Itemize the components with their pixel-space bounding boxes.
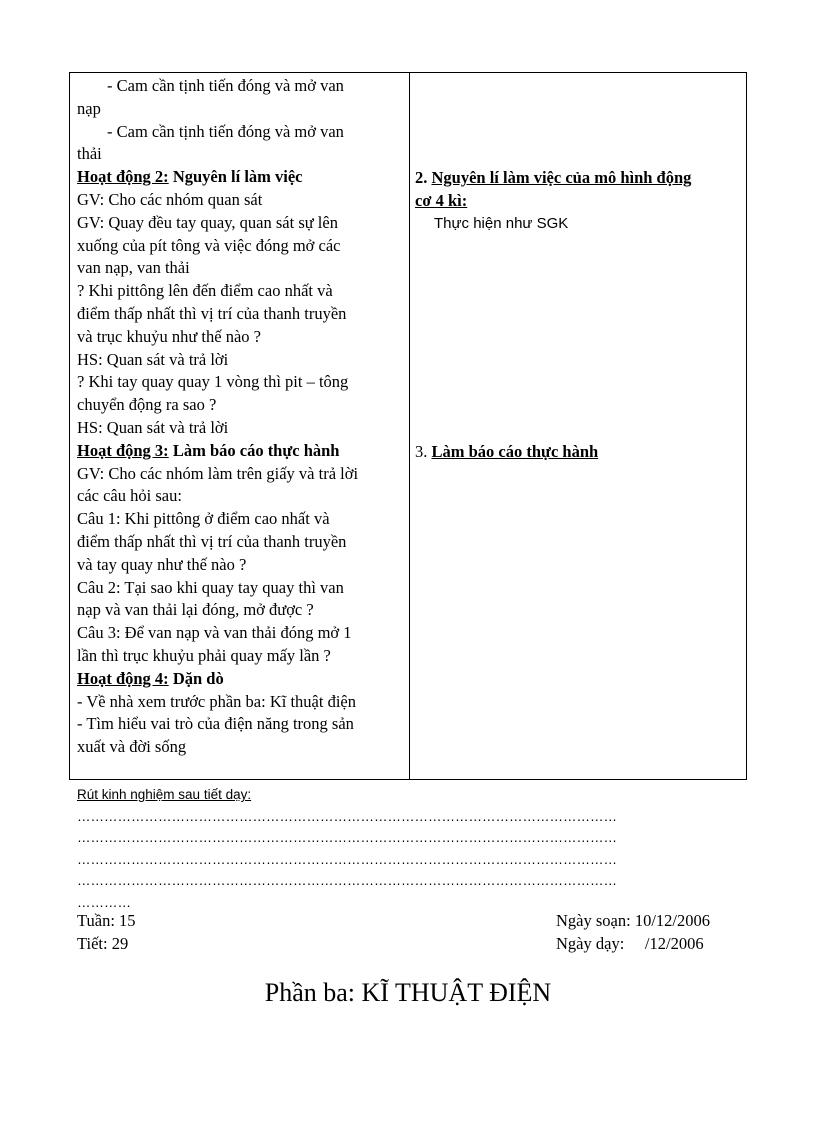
section3-number: 3. (415, 442, 432, 461)
text-line: Câu 1: Khi pittông ở điểm cao nhất và (77, 509, 330, 529)
section2-heading (415, 167, 691, 190)
period-label: Tiết: 29 (77, 933, 129, 953)
text-line: van nạp, van thải (77, 258, 190, 278)
text-line: ? Khi pittông lên đến điểm cao nhất và (77, 281, 333, 301)
text-line: xuống của pít tông và việc đóng mở các (77, 235, 341, 255)
text-line: ? Khi tay quay quay 1 vòng thì pit – tông (77, 372, 349, 392)
text-line: - Tìm hiểu vai trò của điện năng trong sản (77, 714, 354, 734)
section2-title-line2: cơ 4 kì: (415, 190, 468, 210)
activity3-title: Làm báo cáo thực hành (168, 440, 340, 460)
section2-body: Thực hiện như SGK (434, 214, 569, 232)
part-heading: Phần ba: KĨ THUẬT ĐIỆN (264, 978, 552, 1007)
week-label: Tuần: 15 (77, 911, 136, 930)
schedule-left (77, 910, 136, 955)
dotted-line: ………………………………………………………………………………………………………… (77, 873, 617, 888)
text-line: Câu 3: Để van nạp và van thải đóng mở 1 (77, 623, 352, 643)
text-line: GV: Cho các nhóm quan sát (77, 189, 263, 209)
text-line: nạp (77, 98, 101, 118)
dotted-line: ………………………………………………………………………………………………………… (77, 808, 617, 824)
section2-title-line1: Nguyên lí làm việc của mô hình động (431, 168, 692, 187)
column-divider (409, 73, 410, 779)
text-line: và trục khuỷu như thế nào ? (77, 326, 261, 346)
section2-heading-cont (415, 190, 691, 213)
text-line: nạp và van thải lại đóng, mở được ? (77, 600, 314, 620)
text-line: lần thì trục khuỷu phải quay mấy lần ? (77, 645, 331, 665)
text-line: điểm thấp nhất thì vị trí của thanh truyền (77, 531, 347, 551)
activity2-title: Nguyên lí làm việc (168, 167, 303, 187)
activity4-label: Hoạt động 4: (77, 668, 169, 688)
text-line: HS: Quan sát và trả lời (77, 349, 229, 369)
lesson-table (69, 72, 747, 780)
text-line: Câu 2: Tại sao khi quay tay quay thì van (77, 577, 344, 597)
activity4-heading (77, 668, 403, 691)
text-line: các câu hỏi sau: (77, 486, 182, 506)
activity3-heading (77, 440, 403, 463)
text-line: - Cam cần tịnh tiến đóng và mở van (107, 76, 344, 95)
text-line: thải (77, 144, 102, 164)
section3-heading (415, 441, 598, 464)
text-line: và tay quay như thế nào ? (77, 554, 247, 574)
text-line: chuyển động ra sao ? (77, 395, 217, 415)
section3 (415, 441, 598, 464)
dotted-line: ………………………………………………………………………………………………………… (77, 830, 617, 845)
activity3-label: Hoạt động 3: (77, 440, 169, 460)
lesson-notes (77, 784, 617, 913)
section2-number: 2. (415, 168, 432, 187)
activity2-label: Hoạt động 2: (77, 167, 169, 187)
text-line: GV: Quay đều tay quay, quan sát sự lên (77, 212, 338, 232)
section2 (415, 167, 691, 235)
activity4-title: Dặn dò (168, 668, 224, 688)
text-line: - Cam cần tịnh tiến đóng và mở van (107, 121, 344, 141)
text-line: GV: Cho các nhóm làm trên giấy và trả lời (77, 463, 359, 483)
dotted-line: ………… (77, 894, 131, 910)
notes-title: Rút kinh nghiệm sau tiết dạy: (77, 787, 252, 802)
dotted-line: ………………………………………………………………………………………………………… (77, 851, 617, 867)
text-line: - Về nhà xem trước phần ba: Kĩ thuật điện (77, 691, 356, 711)
prepared-date: Ngày soạn: 10/12/2006 (556, 911, 710, 930)
section3-title: Làm báo cáo thực hành (431, 442, 599, 461)
activity2-heading (77, 166, 403, 189)
taught-date: Ngày dạy: /12/2006 (556, 933, 704, 953)
text-line: HS: Quan sát và trả lời (77, 417, 229, 437)
text-line: điểm thấp nhất thì vị trí của thanh truyền (77, 303, 347, 323)
text-line: xuất và đời sống (77, 737, 187, 757)
left-column (77, 75, 403, 759)
schedule-right (556, 910, 710, 955)
